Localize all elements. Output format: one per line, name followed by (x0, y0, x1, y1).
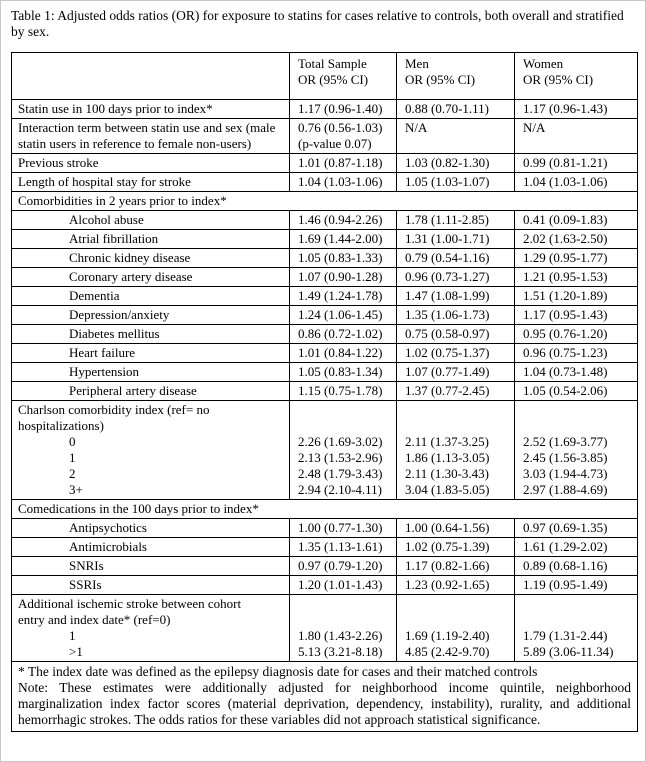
section-label: Comorbidities in 2 years prior to index* (12, 192, 638, 211)
row-label: Atrial fibrillation (12, 230, 290, 249)
charlson-label-cell (12, 401, 290, 500)
spacer-line (298, 612, 392, 628)
row-label: Previous stroke (12, 154, 290, 173)
or-cell-women: 0.99 (0.81-1.21) (515, 154, 638, 173)
additional-stroke-label-line2: entry and index date* (ref=0) (18, 612, 171, 627)
or-cell-women: 1.29 (0.95-1.77) (515, 249, 638, 268)
header-men-line1: Men (405, 56, 429, 71)
or-cell-men: 0.79 (0.54-1.16) (397, 249, 515, 268)
or-cell-total: 1.46 (0.94-2.26) (290, 211, 397, 230)
or-cell-total: 1.01 (0.87-1.18) (290, 154, 397, 173)
or-cell-men (397, 401, 515, 500)
row-label: Length of hospital stay for stroke (12, 173, 290, 192)
or-cell-men (397, 595, 515, 662)
or-cell-women (515, 595, 638, 662)
spacer-line (405, 612, 510, 628)
charlson-level-label: 2 (69, 466, 76, 481)
or-value: 2.48 (1.79-3.43) (298, 466, 383, 481)
or-value: 2.52 (1.69-3.77) (523, 434, 608, 449)
or-cell-men: 1.07 (0.77-1.49) (397, 363, 515, 382)
or-cell-women (515, 401, 638, 500)
or-value: 2.26 (1.69-3.02) (298, 434, 383, 449)
header-total-sample (290, 53, 397, 100)
row-label: SSRIs (12, 576, 290, 595)
section-row-comedications (12, 500, 638, 519)
or-cell-women: 1.61 (1.29-2.02) (515, 538, 638, 557)
row-hospital-stay (12, 173, 638, 192)
or-cell-women: N/A (515, 119, 638, 154)
or-cell-total: 0.86 (0.72-1.02) (290, 325, 397, 344)
or-value: 1.79 (1.31-2.44) (523, 628, 608, 643)
or-value: 2.13 (1.53-2.96) (298, 450, 383, 465)
or-cell-men: 0.88 (0.70-1.11) (397, 100, 515, 119)
spacer-line (405, 402, 510, 418)
row-interaction-term (12, 119, 638, 154)
spacer-line (405, 418, 510, 434)
or-cell-women: 0.95 (0.76-1.20) (515, 325, 638, 344)
header-row (12, 53, 638, 100)
or-value: 1.86 (1.13-3.05) (405, 450, 490, 465)
or-cell-men: 1.00 (0.64-1.56) (397, 519, 515, 538)
header-women-line2: OR (95% CI) (523, 72, 594, 87)
additional-stroke-level-label: 1 (69, 628, 76, 643)
or-cell-men: 1.47 (1.08-1.99) (397, 287, 515, 306)
or-value: 3.03 (1.94-4.73) (523, 466, 608, 481)
row-label: Antipsychotics (12, 519, 290, 538)
or-cell-women: 0.97 (0.69-1.35) (515, 519, 638, 538)
or-cell-total: 1.15 (0.75-1.78) (290, 382, 397, 401)
additional-stroke-label-cell (12, 595, 290, 662)
row-diabetes-mellitus (12, 325, 638, 344)
charlson-level-label: 1 (69, 450, 76, 465)
spacer-line (523, 402, 633, 418)
row-atrial-fibrillation (12, 230, 638, 249)
row-chronic-kidney-disease (12, 249, 638, 268)
interaction-total-line1: 0.76 (0.56-1.03) (298, 120, 383, 135)
row-previous-stroke (12, 154, 638, 173)
or-cell-men: 1.78 (1.11-2.85) (397, 211, 515, 230)
page (1, 1, 645, 732)
odds-ratio-table (11, 52, 638, 732)
or-cell-total (290, 595, 397, 662)
or-cell-men: 1.35 (1.06-1.73) (397, 306, 515, 325)
or-value: 1.80 (1.43-2.26) (298, 628, 383, 643)
spacer-line (405, 596, 510, 612)
spacer-line (523, 418, 633, 434)
row-label: Hypertension (12, 363, 290, 382)
interaction-total-line2: (p-value 0.07) (298, 136, 372, 151)
row-alcohol-abuse (12, 211, 638, 230)
row-label: Peripheral artery disease (12, 382, 290, 401)
row-label: Dementia (12, 287, 290, 306)
or-cell-women: 0.89 (0.68-1.16) (515, 557, 638, 576)
row-depression-anxiety (12, 306, 638, 325)
index-date-footnote: * The index date was defined as the epilepsy diagnosis date for cases and their matched controls (18, 664, 538, 679)
row-label: Coronary artery disease (12, 268, 290, 287)
row-antimicrobials (12, 538, 638, 557)
or-value: 2.45 (1.56-3.85) (523, 450, 608, 465)
or-cell-women: 1.21 (0.95-1.53) (515, 268, 638, 287)
header-men (397, 53, 515, 100)
or-cell-total: 1.07 (0.90-1.28) (290, 268, 397, 287)
or-cell-women: 1.04 (0.73-1.48) (515, 363, 638, 382)
or-cell-total: 1.05 (0.83-1.33) (290, 249, 397, 268)
table-caption: Table 1: Adjusted odds ratios (OR) for exposure to statins for cases relative to controls, both overall and stratified by sex. (11, 8, 624, 39)
row-hypertension (12, 363, 638, 382)
or-cell-men: 1.37 (0.77-2.45) (397, 382, 515, 401)
or-cell-women: 1.05 (0.54-2.06) (515, 382, 638, 401)
or-value: 1.69 (1.19-2.40) (405, 628, 490, 643)
or-cell-men: 0.75 (0.58-0.97) (397, 325, 515, 344)
spacer-line (298, 402, 392, 418)
or-value: 2.11 (1.30-3.43) (405, 466, 490, 481)
or-cell-men: 1.02 (0.75-1.39) (397, 538, 515, 557)
or-cell-men: 1.31 (1.00-1.71) (397, 230, 515, 249)
or-cell-men: 1.17 (0.82-1.66) (397, 557, 515, 576)
or-cell-women: 1.17 (0.95-1.43) (515, 306, 638, 325)
or-value: 3.04 (1.83-5.05) (405, 482, 490, 497)
or-cell-total: 1.04 (1.03-1.06) (290, 173, 397, 192)
row-label: Depression/anxiety (12, 306, 290, 325)
row-dementia (12, 287, 638, 306)
or-value: 5.89 (3.06-11.34) (523, 644, 614, 659)
charlson-label-line1: Charlson comorbidity index (ref= no (18, 402, 210, 417)
or-cell-women: 0.41 (0.09-1.83) (515, 211, 638, 230)
or-cell-women: 1.51 (1.20-1.89) (515, 287, 638, 306)
or-cell-total: 1.00 (0.77-1.30) (290, 519, 397, 538)
or-cell-total: 1.01 (0.84-1.22) (290, 344, 397, 363)
row-peripheral-artery-disease (12, 382, 638, 401)
spacer-line (298, 418, 392, 434)
or-cell-total: 0.97 (0.79-1.20) (290, 557, 397, 576)
row-charlson-block (12, 401, 638, 500)
row-label: Chronic kidney disease (12, 249, 290, 268)
header-empty-cell (12, 53, 290, 100)
header-total-line2: OR (95% CI) (298, 72, 369, 87)
header-total-line1: Total Sample (298, 56, 367, 71)
or-cell-women: 1.19 (0.95-1.49) (515, 576, 638, 595)
row-label: Heart failure (12, 344, 290, 363)
or-cell-women: 1.04 (1.03-1.06) (515, 173, 638, 192)
or-cell-women: 2.02 (1.63-2.50) (515, 230, 638, 249)
or-value: 2.94 (2.10-4.11) (298, 482, 383, 497)
charlson-level-label: 0 (69, 434, 76, 449)
section-label: Comedications in the 100 days prior to index* (12, 500, 638, 519)
spacer-line (523, 596, 633, 612)
row-label: Interaction term between statin use and sex (male statin users in reference to female non-users) (12, 119, 290, 154)
or-cell-women: 1.17 (0.96-1.43) (515, 100, 638, 119)
charlson-label-line2: hospitalizations) (18, 418, 104, 433)
or-cell-total: 1.20 (1.01-1.43) (290, 576, 397, 595)
charlson-level-label: 3+ (69, 482, 83, 497)
or-value: 4.85 (2.42-9.70) (405, 644, 490, 659)
or-cell-women: 0.96 (0.75-1.23) (515, 344, 638, 363)
row-label: Statin use in 100 days prior to index* (12, 100, 290, 119)
row-heart-failure (12, 344, 638, 363)
header-women (515, 53, 638, 100)
or-cell-men: N/A (397, 119, 515, 154)
or-cell-total: 1.35 (1.13-1.61) (290, 538, 397, 557)
or-value: 5.13 (3.21-8.18) (298, 644, 383, 659)
row-additional-stroke-block (12, 595, 638, 662)
additional-stroke-level-label: >1 (69, 644, 83, 659)
row-label: Diabetes mellitus (12, 325, 290, 344)
spacer-line (523, 612, 633, 628)
section-row-comorbidities (12, 192, 638, 211)
or-cell-total: 1.17 (0.96-1.40) (290, 100, 397, 119)
or-cell-total: 1.69 (1.44-2.00) (290, 230, 397, 249)
row-coronary-artery-disease (12, 268, 638, 287)
or-cell-men: 1.03 (0.82-1.30) (397, 154, 515, 173)
row-label: Alcohol abuse (12, 211, 290, 230)
or-cell-total: 1.05 (0.83-1.34) (290, 363, 397, 382)
spacer-line (298, 596, 392, 612)
additional-stroke-label-line1: Additional ischemic stroke between cohort (18, 596, 242, 611)
row-snris (12, 557, 638, 576)
footnote-cell (12, 662, 638, 732)
footnote-row (12, 662, 638, 732)
row-antipsychotics (12, 519, 638, 538)
or-cell-men: 1.05 (1.03-1.07) (397, 173, 515, 192)
header-men-line2: OR (95% CI) (405, 72, 476, 87)
row-statin-use (12, 100, 638, 119)
row-ssris (12, 576, 638, 595)
or-cell-total (290, 401, 397, 500)
or-cell-total (290, 119, 397, 154)
or-cell-total: 1.24 (1.06-1.45) (290, 306, 397, 325)
or-cell-men: 1.23 (0.92-1.65) (397, 576, 515, 595)
row-label: Antimicrobials (12, 538, 290, 557)
row-label: SNRIs (12, 557, 290, 576)
or-cell-men: 1.02 (0.75-1.37) (397, 344, 515, 363)
header-women-line1: Women (523, 56, 564, 71)
or-cell-total: 1.49 (1.24-1.78) (290, 287, 397, 306)
or-cell-men: 0.96 (0.73-1.27) (397, 268, 515, 287)
adjustment-note: Note: These estimates were additionally adjusted for neighborhood income quintile, neighborhood marginalization index factor scores (material deprivation, dependency, instability), rurality, and additional hemorrhagic strokes. The odds ratios for these variables did not approach statistical significance. (18, 680, 631, 727)
or-value: 2.97 (1.88-4.69) (523, 482, 608, 497)
or-value: 2.11 (1.37-3.25) (405, 434, 490, 449)
